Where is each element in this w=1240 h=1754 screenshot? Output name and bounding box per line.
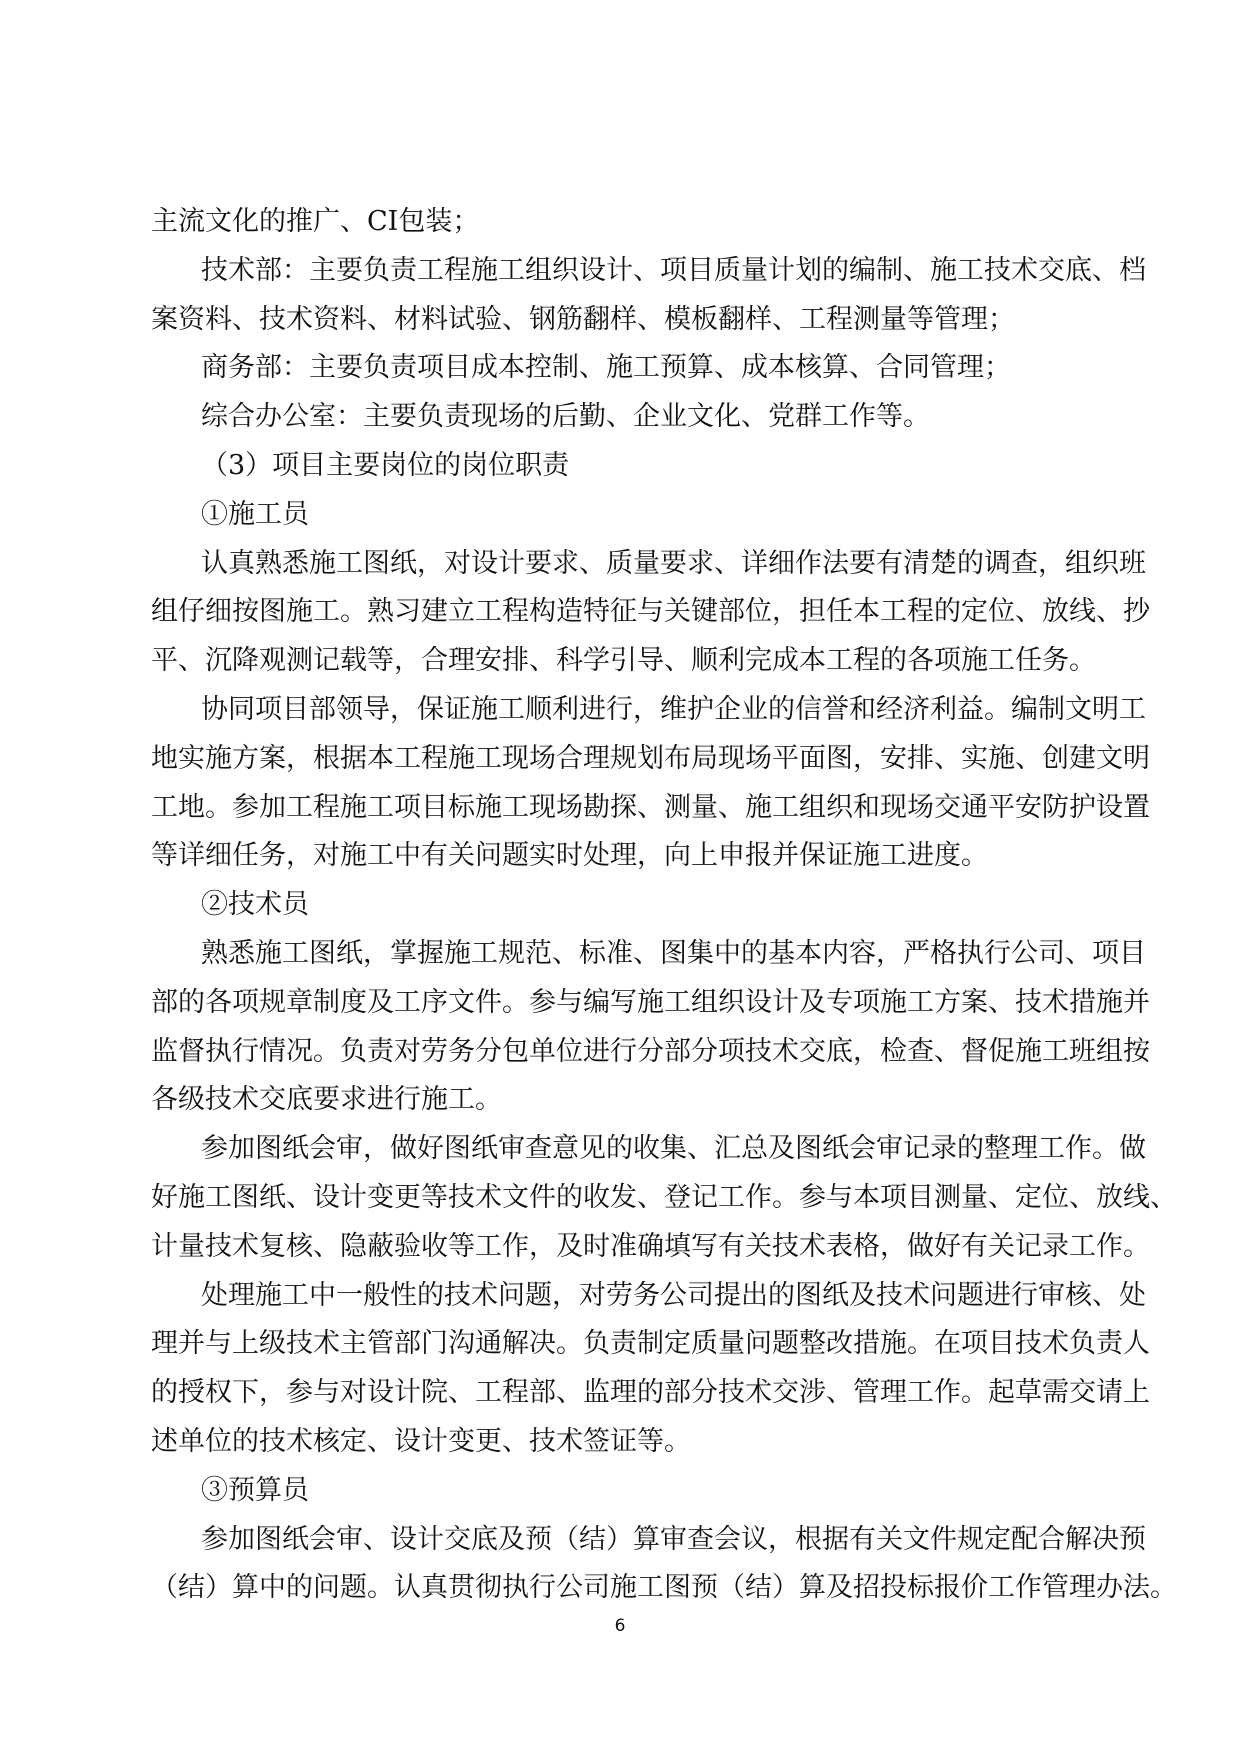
text-line: 平、沉降观测记载等，合理安排、科学引导、顺利完成本工程的各项施工任务。 bbox=[151, 645, 1096, 677]
text-line: 协同项目部领导，保证施工顺利进行，维护企业的信誉和经济利益。编制文明工 bbox=[201, 693, 1146, 725]
text-line: 商务部：主要负责项目成本控制、施工预算、成本核算、合同管理； bbox=[201, 352, 1011, 384]
text-line: 等详细任务，对施工中有关问题实时处理，向上申报并保证施工进度。 bbox=[151, 840, 988, 872]
text-line: 工地。参加工程施工项目标施工现场勘探、测量、施工组织和现场交通平安防护设置 bbox=[151, 791, 1150, 823]
paragraph bbox=[151, 491, 1091, 540]
paragraph bbox=[151, 881, 1091, 930]
text-line: 述单位的技术核定、设计变更、技术签证等。 bbox=[151, 1425, 691, 1457]
text-line: 参加图纸会审、设计交底及预（结）算审查会议，根据有关文件规定配合解决预 bbox=[201, 1523, 1146, 1555]
text-line: （3）项目主要岗位的岗位职责 bbox=[201, 449, 570, 481]
text-line: （结）算中的问题。认真贯彻执行公司施工图预（结）算及招投标报价工作管理办法。 bbox=[151, 1572, 1177, 1604]
paragraph bbox=[151, 1125, 1177, 1271]
text-line: 熟悉施工图纸，掌握施工规范、标准、图集中的基本内容，严格执行公司、项目 bbox=[201, 937, 1146, 969]
text-line: ②技术员 bbox=[201, 889, 309, 921]
text-line: 技术部：主要负责工程施工组织设计、项目质量计划的编制、施工技术交底、档 bbox=[201, 254, 1146, 286]
text-line: 综合办公室：主要负责现场的后勤、企业文化、党群工作等。 bbox=[201, 401, 930, 433]
text-line: 参加图纸会审，做好图纸审查意见的收集、汇总及图纸会审记录的整理工作。做 bbox=[201, 1133, 1146, 1165]
text-line: 主流文化的推广、CI包装； bbox=[151, 206, 480, 237]
text-line: ①施工员 bbox=[201, 498, 309, 530]
paragraph bbox=[151, 344, 1091, 393]
text-line: 认真熟悉施工图纸，对设计要求、质量要求、详细作法要有清楚的调查，组织班 bbox=[201, 547, 1146, 579]
page-number: 6 bbox=[614, 1616, 626, 1636]
text-line: 处理施工中一般性的技术问题，对劳务公司提出的图纸及技术问题进行审核、处 bbox=[201, 1279, 1146, 1311]
text-line: 组仔细按图施工。熟习建立工程构造特征与关键部位，担任本工程的定位、放线、抄 bbox=[151, 596, 1150, 628]
text-line: 地实施方案，根据本工程施工现场合理规划布局现场平面图，安排、实施、创建文明 bbox=[151, 742, 1150, 774]
paragraph bbox=[151, 442, 1091, 491]
paragraph bbox=[151, 686, 1150, 881]
text-line: 各级技术交底要求进行施工。 bbox=[151, 1084, 502, 1116]
text-line: 的授权下，参与对设计院、工程部、监理的部分技术交涉、管理工作。起草需交请上 bbox=[151, 1377, 1150, 1409]
paragraph bbox=[151, 1516, 1177, 1614]
text-line: 计量技术复核、隐蔽验收等工作，及时准确填写有关技术表格，做好有关记录工作。 bbox=[151, 1230, 1150, 1262]
paragraph bbox=[151, 1272, 1150, 1467]
document-body bbox=[151, 198, 1177, 1613]
paragraph bbox=[151, 198, 1091, 247]
paragraph bbox=[151, 1467, 1091, 1516]
text-line: 好施工图纸、设计变更等技术文件的收发、登记工作。参与本项目测量、定位、放线、 bbox=[151, 1181, 1177, 1213]
text-line: 监督执行情况。负责对劳务分包单位进行分部分项技术交底，检查、督促施工班组按 bbox=[151, 1035, 1150, 1067]
paragraph bbox=[151, 540, 1150, 686]
text-line: 部的各项规章制度及工序文件。参与编写施工组织设计及专项施工方案、技术措施并 bbox=[151, 986, 1150, 1018]
paragraph bbox=[151, 930, 1150, 1125]
text-line: ③预算员 bbox=[201, 1474, 309, 1506]
paragraph bbox=[151, 393, 1091, 442]
paragraph bbox=[151, 247, 1146, 345]
text-line: 理并与上级技术主管部门沟通解决。负责制定质量问题整改措施。在项目技术负责人 bbox=[151, 1328, 1150, 1360]
text-line: 案资料、技术资料、材料试验、钢筋翻样、模板翻样、工程测量等管理； bbox=[151, 303, 1015, 335]
